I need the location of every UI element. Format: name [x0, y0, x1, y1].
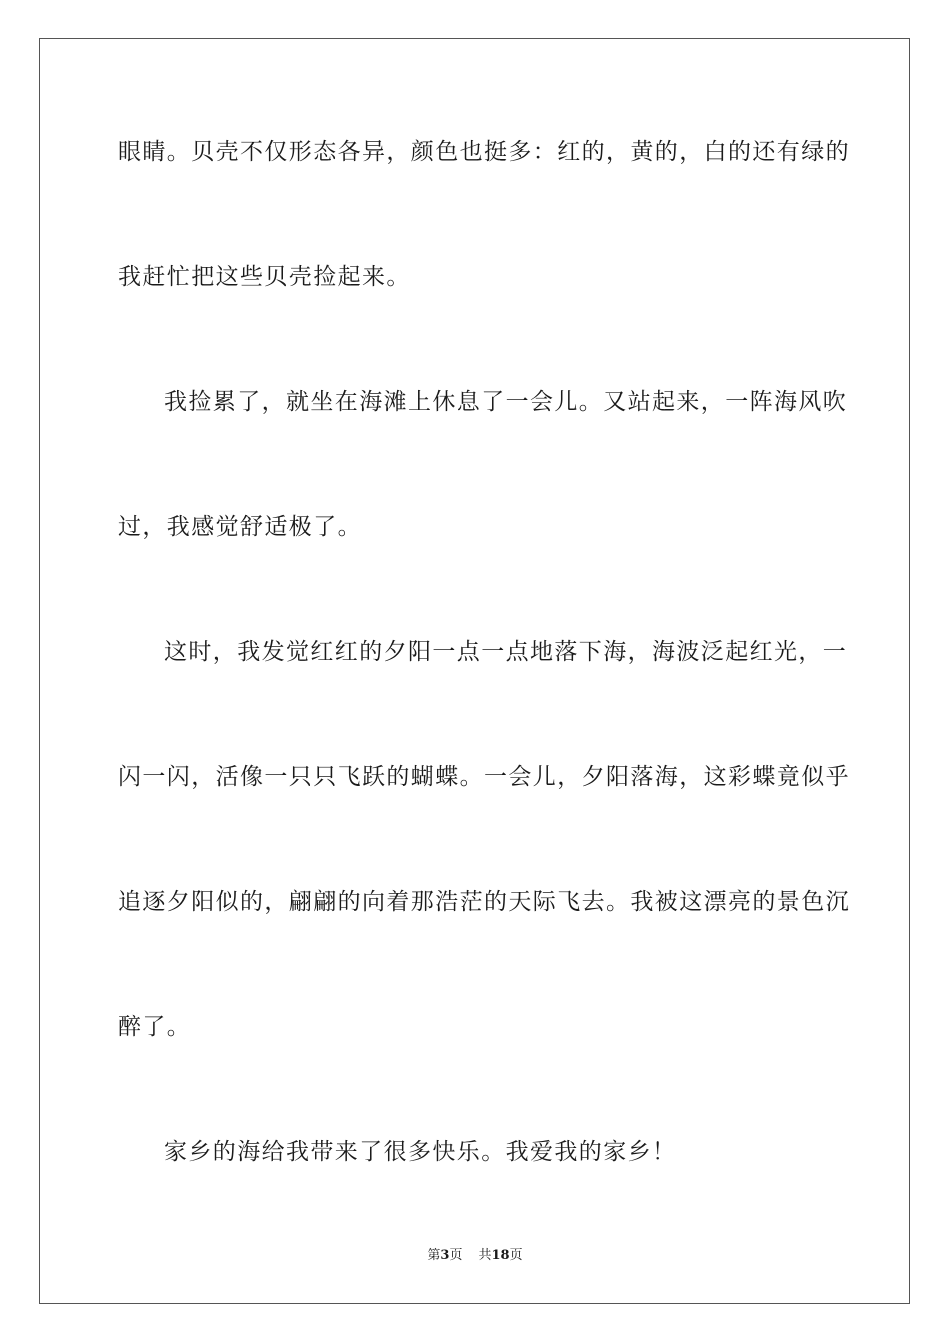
page-label-prefix: 第	[427, 1248, 441, 1263]
text-line-2: 我赶忙把这些贝壳捡起来。	[118, 264, 411, 290]
page-frame	[39, 38, 910, 1304]
paragraph-start-line: 这时，我发觉红红的夕阳一点一点地落下海，海波泛起红光，一	[164, 639, 848, 665]
page-footer	[0, 1247, 950, 1265]
text-line-4: 过，我感觉舒适极了。	[118, 514, 362, 540]
page-label-suffix: 页	[449, 1248, 463, 1263]
total-pages: 18	[491, 1248, 510, 1263]
text-line-1: 眼睛。贝壳不仅形态各异，颜色也挺多：红的，黄的，白的还有绿的	[118, 139, 850, 165]
text-line-7: 追逐夕阳似的，翩翩的向着那浩茫的天际飞去。我被这漂亮的景色沉	[118, 889, 850, 915]
text-line-6: 闪一闪，活像一只只飞跃的蝴蝶。一会儿，夕阳落海，这彩蝶竟似乎	[118, 764, 850, 790]
paragraph-start-line: 家乡的海给我带来了很多快乐。我爱我的家乡！	[164, 1139, 677, 1165]
total-label-suffix: 页	[509, 1248, 523, 1263]
text-line-8: 醉了。	[118, 1014, 192, 1040]
page-number: 3	[440, 1248, 450, 1263]
paragraph-start-line: 我捡累了，就坐在海滩上休息了一会儿。又站起来，一阵海风吹	[164, 389, 848, 415]
total-label-prefix: 共	[478, 1248, 492, 1263]
